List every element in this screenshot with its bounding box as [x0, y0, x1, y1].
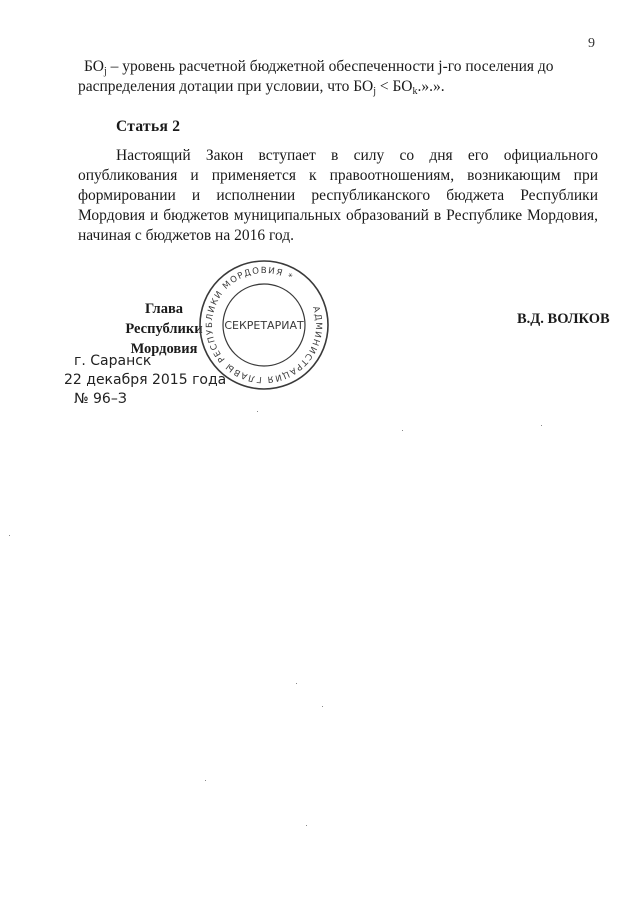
article-paragraph [78, 146, 598, 246]
signatory-title-line-1: Глава [144, 301, 184, 317]
article-line: Мордовия и бюджетов муниципальных образований в Республике Мордовия, [78, 207, 598, 224]
index-j: j [104, 66, 107, 77]
law-number: № 96–З [74, 391, 127, 407]
scan-speck [9, 535, 10, 536]
stamp-ring-text: АДМИНИСТРАЦИЯ ГЛАВЫ РЕСПУБЛИКИ МОРДОВИЯ * [204, 265, 324, 385]
definition-line-2 [78, 77, 598, 97]
definition-text: – уровень расчетной бюджетной обеспеченности j-го поселения до [106, 58, 554, 75]
scan-speck [322, 706, 323, 707]
scan-speck [257, 411, 258, 412]
index-k: k [412, 86, 418, 97]
page-number: 9 [588, 36, 595, 51]
scan-speck [205, 780, 206, 781]
place-date-block [64, 352, 226, 409]
article-line: формировании и исполнении республиканского бюджета Республики [78, 187, 598, 204]
article-line: опубликования и применяется к правоотношениям, возникающим при [78, 167, 598, 184]
definition-paragraph [78, 57, 598, 97]
condition-text: распределения дотации при условии, что БО [78, 78, 374, 95]
closing-quote: .».». [417, 78, 445, 95]
bo-symbol: БО [84, 58, 104, 75]
signatory-title-line-2: Республики Мордовия [125, 321, 203, 357]
scan-speck [402, 430, 403, 431]
index-j: j [373, 86, 376, 97]
article-line: Настоящий Закон вступает в силу со дня его официального [116, 147, 598, 164]
scan-speck [296, 683, 297, 684]
article-line: начиная с бюджетов на 2016 год. [78, 227, 295, 244]
scan-speck [306, 825, 307, 826]
signatory-name: В.Д. ВОЛКОВ [517, 311, 610, 327]
signing-city: г. Саранск [74, 353, 152, 369]
article-heading: Статья 2 [116, 118, 181, 135]
stamp-center-text: СЕКРЕТАРИАТ [224, 319, 304, 332]
definition-line-1 [82, 57, 598, 77]
comparison-text: < БО [376, 78, 413, 95]
scan-speck [541, 425, 542, 426]
signing-date: 22 декабря 2015 года [64, 372, 227, 388]
